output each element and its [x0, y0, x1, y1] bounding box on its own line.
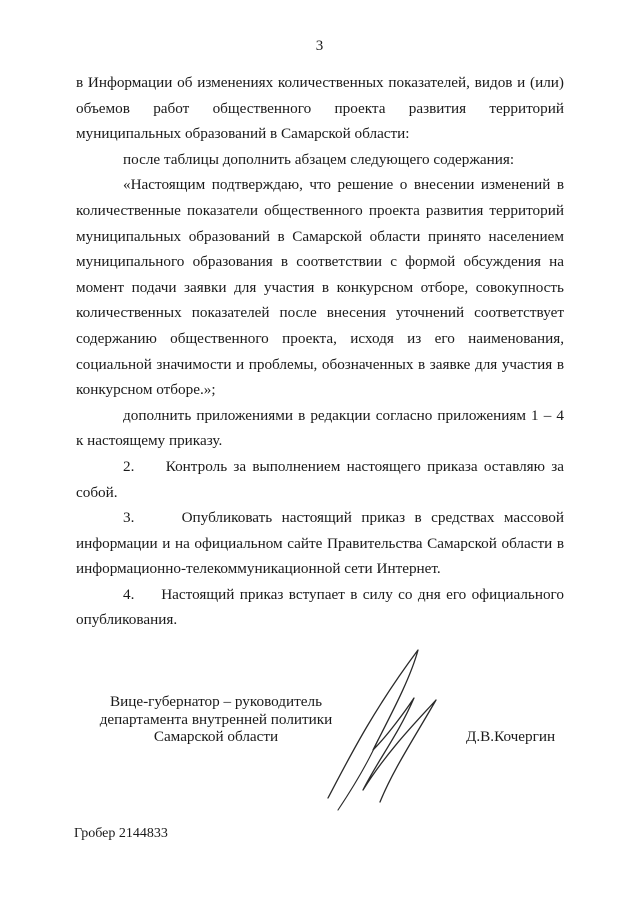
executor-contact: Гробер 2144833 [74, 826, 168, 841]
page-number: 3 [315, 38, 324, 54]
paragraph-item-4: 4. Настоящий приказ вступает в силу со дня его официального опубликования. [76, 585, 564, 629]
paragraph-insert-instruction: после таблицы дополнить абзацем следующего содержания: [123, 150, 515, 168]
signatory-title [76, 693, 356, 746]
signatory-title-line: Самарской области [153, 728, 279, 745]
paragraph-quoted-text: «Настоящим подтверждаю, что решение о внесении изменений в количественные показатели общественного проекта развития территорий муниципальных образований в Самарской области принято населением муниципального образования в соответствии с формой обсуждения на момент подачи заявки для участия в конкурсном отборе, совокупность количественных показателей после внесения уточнений соответствует содержанию общественного проекта, исходя из его наименования, социальной значимости и проблемы, обозначенных в заявке для участия в конкурсном отборе.»; [76, 176, 564, 399]
paragraph-item-2: 2. Контроль за выполнением настоящего приказа оставляю за собой. [76, 457, 564, 501]
handwritten-signature [318, 640, 448, 815]
paragraph-amendment-target: в Информации об изменениях количественных показателей, видов и (или) объемов работ общественного проекта развития территорий муниципальных образований в Самарской области: [76, 74, 564, 143]
signatory-title-line: Вице-губернатор – руководитель [109, 693, 323, 710]
paragraph-appendices: дополнить приложениями в редакции согласно приложениям 1 – 4 к настоящему приказу. [76, 406, 564, 450]
signatory-name: Д.В.Кочергин [466, 728, 556, 745]
paragraph-item-3: 3. Опубликовать настоящий приказ в средствах массовой информации и на официальном сайте Правительства Самарской области в информационно-телекоммуникационной сети Интернет. [76, 509, 564, 578]
signatory-title-line: департамента внутренней политики [99, 710, 333, 728]
document-body [76, 70, 564, 633]
